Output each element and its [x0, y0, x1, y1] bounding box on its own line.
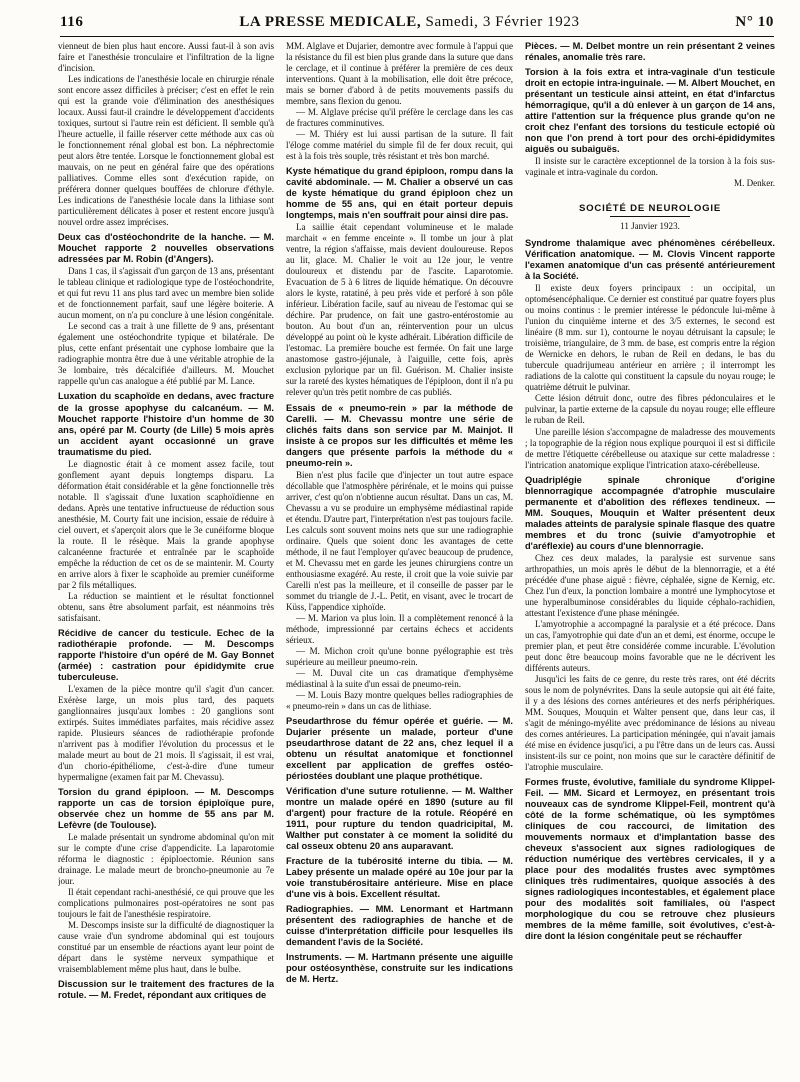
article-heading: Syndrome thalamique avec phénomènes cérébelleux. Vérification anatomique. — M. Clovis Vincent rapporte l'examen anatomique d'un cas présenté antérieurement à la Société. [525, 238, 775, 282]
divider [610, 216, 690, 217]
article-heading: Luxation du scaphoïde en dedans, avec fracture de la grosse apophyse du calcanéum. — M. Mouchet rapporte l'histoire d'un homme de 30 ans, opéré par M. Courty (de Lille) 5 mois après un accident ayant occasionné un grave traumatisme du pied. [58, 391, 274, 457]
article-heading: Torsion du grand épiploon. — M. Descomps rapporte un cas de torsion épiploïque pure, observée chez un homme de 55 ans par M. Lefèvre (de Toulouse). [58, 787, 274, 831]
column-1 [58, 41, 274, 1073]
article-heading: Récidive de cancer du testicule. Echec de la radiothérapie profonde. — M. Descomps rapporte l'histoire d'un opéré de M. Gay Bonnet (armée) : castration pour épididymite crue tuberculeuse. [58, 627, 274, 682]
session-date: 11 Janvier 1923. [620, 221, 680, 232]
article-heading: Fracture de la tubérosité interne du tibia. — M. Labey présente un malade opéré au 10e jour par la voie transtubérositaire antérieure. Mise en place d'une vis à bois. Excellent résultat. [286, 856, 513, 900]
paragraph: Le diagnostic était à ce moment assez facile, tout gonflement ayant depuis longtemps disparu. La déformation était considérable et la gêne fonctionnelle très notable. Il s'agissait d'une luxation scaphoïdienne en dedans. Après une tentative infructueuse de réduction sous anesthésie, M. Courty fait une incision, essaie de réduire à ciel ouvert, et s'aperçoit alors que le 3e cunéiforme bloque la route. Il le résèque. Mais la grande apophyse calcanéenne fracturée et entraînée par le scaphoïde empêche la réduction de cet os de se maintenir. M. Courty en arrive alors à fixer le scaphoïde au premier cunéiforme par 2 fils métalliques. [58, 458, 274, 590]
column-3 [525, 41, 775, 1073]
paragraph: Les indications de l'anesthésie locale en chirurgie rénale sont encore assez difficiles à préciser; c'est en effet le rein qui est la grande voie d'élimination des anesthésiques locaux. Aussi faut-il craindre le développement d'accidents toxiques, surtout si l'autre rein est déficient. Il semble qu'à l'heure actuelle, il faille réserver cette méthode aux cas où le fonctionnement rénal global est bon. La néphrectomie peut alors être tentée. Lorsque le fonctionnement global est mauvais, on ne peut en général faire que des opérations palliatives. Comme elles sont d'exécution rapide, on préférera donner quelques bouffées de chlorure d'éthyle. Les indications de l'anesthésie locale dans la lithiase sont particulièrement délicates à poser et restent encore jusqu'à nouvel ordre assez imprécises. [58, 74, 274, 228]
article-heading: Torsion à la fois extra et intra-vaginale d'un testicule droit en ectopie intra-inguinale. — M. Albert Mouchet, en présentant un testicule ainsi atteint, en état d'infarctus hémorragique, qu'il a dû enlever à un garçon de 14 ans, attire l'attention sur la fréquence plus grande qu'on ne croit chez l'enfant des torsions du testicule ectopié où non que l'on prend à tort pour des orchi-épididymites aiguës ou subaiguës. [525, 67, 775, 155]
paragraph: Chez ces deux malades, la paralysie est survenue sans arthropathies, un mois après le début de la blennorragie, et a été précédée d'une phase aiguë : fièvre, céphalée, signe de Kernig, etc. Chez l'un d'eux, la ponction lombaire a montré une lymphocytose et une hyperalbuminose considérables du liquide céphalo-rachidien, attestant l'existence d'une phase méningée. [525, 552, 775, 618]
paragraph: L'amyotrophie a accompagné la paralysie et a été précoce. Dans un cas, l'amyotrophie qui date d'un an et demi, est énorme, occupe le premier plan, et peut être considérée comme incurable. L'évolution peut donc être beaucoup moins favorable que ne le décrivent les différents auteurs. [525, 618, 775, 673]
paragraph: Jusqu'ici les faits de ce genre, du reste très rares, ont été décrits sous le nom de polynévrites. Dans la seule autopsie qui ait été faite, il y a des lésions des cornes antérieures et des nerfs périphériques. MM. Souques, Mouquin et Walter pensent que, dans leur cas, il s'agit de méningo-myélite avec prédominance de lésions au niveau des cornes antérieures. La participation méningée, qui n'avait jamais été mise en évidence jusqu'ici, a pu l'être dans un de leurs cas. Aussi insistent-ils sur ce point, non moins que sur le caractère définitif de l'atrophie musculaire. [525, 673, 775, 772]
article-heading: Pseudarthrose du fémur opérée et guérie. — M. Dujarier présente un malade, porteur d'une pseudarthrose datant de 22 ans, chez lequel il a obtenu un résultat anatomique et fonctionnel excellent par application de greffes ostéo-périostées doublant une plaque prothétique. [286, 715, 513, 782]
article-heading: Vérification d'une suture rotulienne. — M. Walther montre un malade opéré en 1890 (suture au fil d'argent) pour fracture de la rotule. Réopéré en 1911, pour rupture du tendon quadricipital, M. Walther put constater à ce moment la solidité du cal osseux obtenu 20 ans auparavant. [286, 786, 513, 852]
paragraph: — M. Marion va plus loin. Il a complètement renoncé à la méthode, impressionné par certains échecs et accidents sérieux. [286, 612, 513, 645]
journal-title: LA PRESSE MEDICALE, [239, 14, 422, 30]
article-heading: Kyste hématique du grand épiploon, rompu dans la cavité abdominale. — M. Chalier a observé un cas de kyste hématique du grand épiploon chez un homme de 55 ans, qui en était porteur depuis longtemps, mais n'en souffrait pour ainsi dire pas. [286, 166, 513, 221]
article-heading: Instruments. — M. Hartmann présente une aiguille pour ostéosynthèse, construite sur les indications de M. Hertz. [286, 952, 513, 985]
paragraph: Il insiste sur le caractère exceptionnel de la torsion à la fois sus-vaginale et intra-vaginale du cordon. [525, 156, 775, 178]
masthead [239, 14, 579, 31]
article-heading: Formes fruste, évolutive, familiale du syndrome Klippel-Feil. — MM. Sicard et Lermoyez, en présentant trois nouveaux cas de syndrome Klippel-Feil, montrent qu'à côté de la forme schématique, où les symptômes cliniques de cou raccourci, de limitation des mouvements normaux et d'implantation basse des cheveux s'associent aux signes radiologiques de réduction numérique des vertèbres cervicales, il y a place pour des modalités frustes avec symptômes cliniques très rudimentaires, quoique associés à des signes radiologiques incontestables, et également place pour des modalités soit familiales, où l'aspect morphologique du cou se retrouve chez plusieurs membres de la même famille, soit évolutives, c'est-à-dire dont la lésion congénitale peut se réchauffer [525, 776, 775, 942]
article-heading: Radiographies. — MM. Lenormant et Hartmann présentent des radiographies de hanche et de cuisse d'interprétation difficile pour lesquelles ils demandent l'avis de la Société. [286, 904, 513, 948]
paragraph: — M. Alglave précise qu'il préfère le cerclage dans les cas de fractures comminutives. [286, 107, 513, 129]
issue-date: Samedi, 3 Février 1923 [425, 14, 580, 30]
paragraph: MM. Alglave et Dujarier, demontre avec formule à l'appui que la résistance du fil est bien plus grande dans la suture que dans le cerclage, et il continue à préférer la première de ces deux interventions. Quant à la mobilisation, elle doit être précoce, mais se borner d'abord à de petits mouvements passifs du membre, sans flexion du genou. [286, 41, 513, 107]
paragraph: L'examen de la pièce montre qu'il s'agit d'un cancer. Exérèse large, un mois plus tard, des paquets ganglionnaires jusqu'aux lombes : 20 ganglions sont extirpés. Suites immédiates parfaites, mais récidive assez rapide. Plusieurs séances de radiothérapie profonde n'arrivent pas à modifier l'évolution du processus et le malade meurt au bout de 21 mois. Il s'agissait, il est vrai, d'un chorio-épithéliome, c'est-à-dire d'une tumeur hypermaligne (examen fait par M. Chevassu). [58, 683, 274, 783]
paragraph: — M. Duval cite un cas dramatique d'emphysème médiastinal à la suite d'un essai de pneumo-rein. [286, 667, 513, 689]
page-number: 116 [60, 14, 84, 30]
paragraph: Dans 1 cas, il s'agissait d'un garçon de 13 ans, présentant le tableau clinique et radiologique type de l'ostéochondrite, et qui fut revu 11 ans plus tard avec un membre bien solide et de fonctionnement parfait, sauf une légère boiterie. A aucun moment, on n'a pu conclure à une lésion congénitale. [58, 266, 274, 321]
paragraph: Cette lésion détruit donc, outre des fibres pédonculaires et le pulvinar, la partie externe de la capsule du noyau rouge; elle effleure le ruban de Reil. [525, 393, 775, 426]
society-title: SOCIÉTÉ DE NEUROLOGIE [578, 203, 722, 215]
paragraph: vienneut de bien plus haut encore. Aussi faut-il à son avis faire et l'anesthésie tronculaire et l'infiltration de la ligne d'incision. [58, 41, 274, 74]
paragraph: — M. Louis Bazy montre quelques belles radiographies de « pneumo-rein » dans un cas de lithiase. [286, 689, 513, 711]
paragraph: Une pareille lésion s'accompagne de maladresse des mouvements ; la topographie de la région nous explique pourquoi il est si difficile de mettre l'étiquette cérébelleuse ou ataxique sur cette maladresse : l'intrication anatomique explique l'intrication ataxo-cérébelleuse. [525, 426, 775, 470]
article-heading: Quadriplégie spinale chronique d'origine blennorragique accompagnée d'atrophie musculaire permanente et d'abolition des réflexes tendineux. — MM. Souques, Mouquin et Walter présentent deux malades atteints de paralysie spinale flasque des quatre membres et du tronc (suivie d'amyotrophie et d'aréflexie) au cours d'une blennorragie. [525, 474, 775, 551]
paragraph: Il existe deux foyers principaux : un occipital, un optomésencéphalique. Ce dernier est constitué par quatre foyers plus ou moins continus : le premier intéresse le pédoncule lui-même à l'union du cinquième interne et des 3/5 externes, le second est linéaire (8 mm. sur 1), contourne le noyau détruisant la capsule; le troisième, triangulaire, de 3 mm. de base, est compris entre la région de Wernicke en dehors, le ruban de Reil en dedans, le bas du tubercule quadrijumeau antérieur en arrière ; il interrompt les radiations de la calotte qui constituent la capsule du noyau rouge; le quatrième détruit le pulvinar. [525, 283, 775, 393]
paragraph: — M. Thiéry est lui aussi partisan de la suture. Il fait l'éloge comme matériel du simple fil de fer doux recuit, qui est à la fois très souple, très résistant et très bon marché. [286, 129, 513, 162]
issue-number: N° 10 [735, 14, 774, 30]
paragraph: Bien n'est plus facile que d'injecter un tout autre espace décollable que l'atmosphère périrénale, et le moins qui puisse arriver, c'est qu'on n'obtienne aucun résultat. Dans un cas, M. Chevassu a vu se produire un emphysème médiastinal rapide et étendu. D'autre part, l'interprétation n'est pas toujours facile. Les calculs sont souvent moins nets que sur une radiographie ordinaire. Quels que soient donc les avantages de cette méthode, il ne faut l'employer qu'avec beaucoup de prudence, et M. Chevassu met en garde les jeunes chirurgiens contre un enthousiasme exagéré. Au reste, il croit que la voie suivie par Carelli n'est pas la meilleure, et il conseille de passer par le sommet du triangle de J.-L. Petit, en visant, avec le trocart de Küss, l'appendice xiphoïde. [286, 469, 513, 612]
paragraph: La réduction se maintient et le résultat fonctionnel obtenu, sans être absolument parfait, est néanmoins très satisfaisant. [58, 590, 274, 623]
paragraph: M. Descomps insiste sur la difficulté de diagnostiquer la cause vraie d'un syndrome abdominal qui est toujours constitué par un ensemble de réactions ayant leur point de départ dans le système nerveux sympathique et vraisemblablement même plus haut, dans le bulbe. [58, 920, 274, 975]
paragraph: — M. Michon croit qu'une bonne pyélographie est très supérieure au meilleur pneumo-rein. [286, 645, 513, 667]
paragraph: Le second cas a trait à une fillette de 9 ans, présentant également une ostéochondrite typique et bilatérale. De plus, cette enfant présentait une cyphose lombaire que la radiographie montra être due à une véritable atrophie de la 3e lombaire, très décalcifiée d'ailleurs. M. Mouchet rappelle qu'un cas analogue a été publié par M. Lance. [58, 321, 274, 387]
article-heading: Essais de « pneumo-rein » par la méthode de Carelli. — M. Chevassu montre une série de clichés faits dans son service par M. Mainjot. Il insiste à ce propos sur les difficultés et même les dangers que présente parfois la méthode du « pneumo-rein ». [286, 402, 513, 468]
paragraph: La saillie était cependant volumineuse et le malade marchait « en femme enceinte ». Il tombe un jour à plat ventre, la région s'affaisse, mais devient douloureuse. Repos au lit, glace. M. Chalier le voit au 12e jour, le ventre douloureux et distendu par de l'ascite. Laparotomie. Evacuation de 5 à 6 litres de liquide hématique. On découvre alors le kyste, ratatiné, à peu près vide et perforé à son pôle inférieur. Libération facile, sauf au niveau de l'estomac qui se déchire. Par prudence, on fait une gastro-entérostomie au bouton. Au bout d'un an, réintervention pour un ulcus développé au point où le kyste adhérait. Libération difficile de l'estomac. La première bouche est fermée. On fait une large anastomose gastro-jéjunale, à l'aiguille, cette fois, après exclusion pylorique par un fil. Guérison. M. Chalier insiste sur la rareté des kystes hématiques de l'épiploon, dont il n'a pu relever qu'un très petit nombre de cas publiés. [286, 222, 513, 398]
article-heading: Deux cas d'ostéochondrite de la hanche. — M. Mouchet rapporte 2 nouvelles observations adressées par M. Robin (d'Angers). [58, 232, 274, 265]
paragraph: Il était cependant rachi-anesthésié, ce qui prouve que les complications pulmonaires post-opératoires ne sont pas toujours le fait de l'anesthésie respiratoire. [58, 887, 274, 920]
paragraph: Le malade présentait un syndrome abdominal qu'on mit sur le compte d'une crise d'appendicite. La laparotomie réforma le diagnostic : épiploectomie. Réunion sans drainage. Le malade meurt de broncho-pneumonie au 7e jour. [58, 832, 274, 887]
article-heading: Discussion sur le traitement des fractures de la rotule. — M. Fredet, répondant aux critiques de [58, 979, 274, 1001]
author-signature: M. Denker. [734, 178, 775, 189]
page-header [60, 14, 774, 37]
article-heading: Pièces. — M. Delbet montre un rein présentant 2 veines rénales, anomalie très rare. [525, 41, 775, 63]
column-2 [286, 41, 513, 1073]
